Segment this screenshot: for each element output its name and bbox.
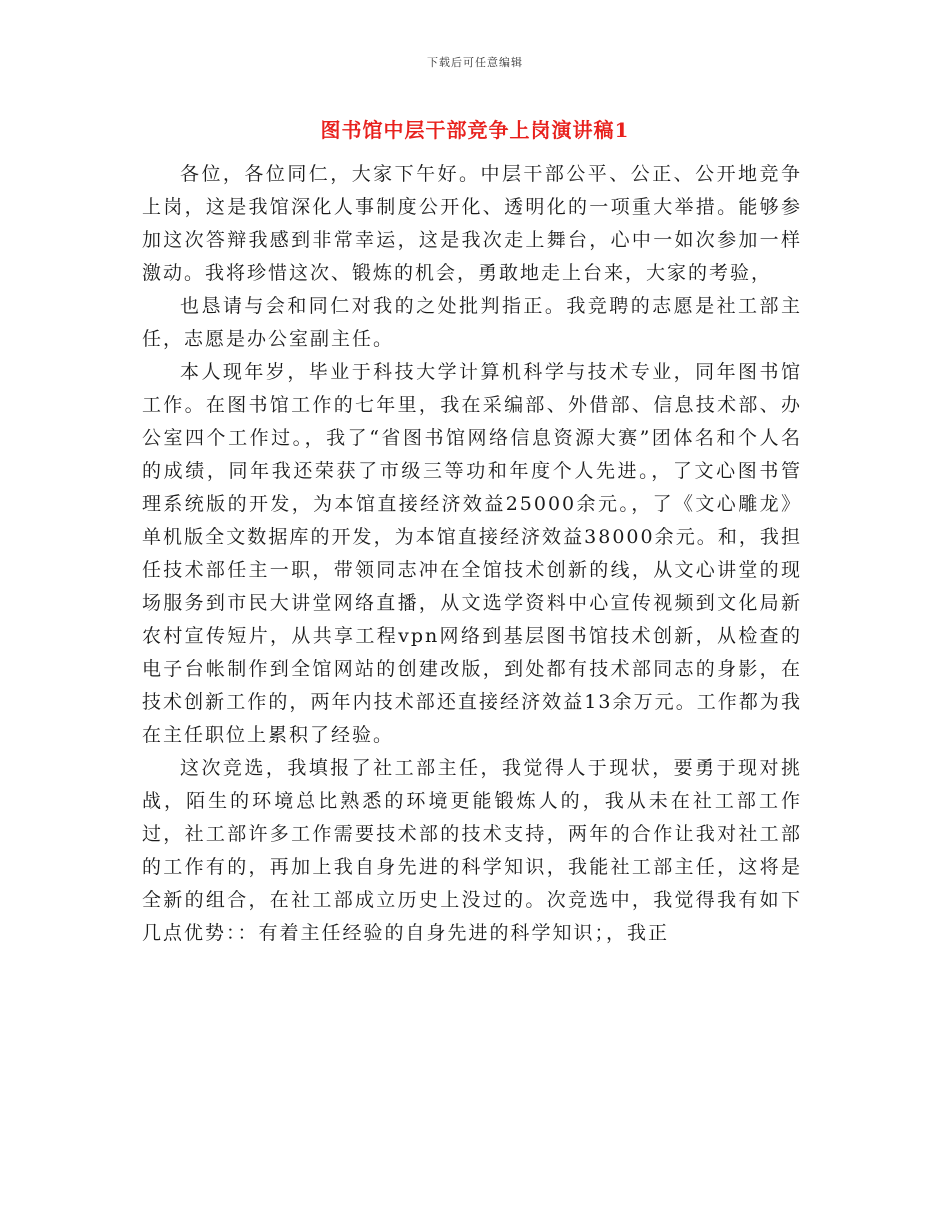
- page-header-note: 下载后可任意编辑: [427, 56, 523, 69]
- document-title: 图书馆中层干部竞争上岗演讲稿1: [320, 118, 630, 142]
- document-body: [142, 158, 802, 950]
- paragraph-1: 各位，各位同仁，大家下午好。中层干部公平、公正、公开地竞争上岗，这是我馆深化人事制度公开化、透明化的一项重大举措。能够参加这次答辩我感到非常幸运，这是我次走上舞台，心中一如次参加一样激动。我将珍惜这次、锻炼的机会，勇敢地走上台来，大家的考验，: [142, 163, 802, 284]
- paragraph-4: 这次竞选，我填报了社工部主任，我觉得人于现状，要勇于现对挑战，陌生的环境总比熟悉的环境更能锻炼人的，我从未在社工部工作过，社工部许多工作需要技术部的技术支持，两年的合作让我对社工部的工作有的，再加上我自身先进的科学知识，我能社工部主任，这将是全新的组合，在社工部成立历史上没过的。次竞选中，我觉得我有如下几点优势：：有着主任经验的自身先进的科学知识；，我正: [142, 757, 802, 944]
- paragraph-3: 本人现年岁，毕业于科技大学计算机科学与技术专业，同年图书馆工作。在图书馆工作的七年里，我在采编部、外借部、信息技术部、办公室四个工作过。，我了“省图书馆网络信息资源大赛”团体名和个人名的成绩，同年我还荣获了市级三等功和年度个人先进。，了文心图书管理系统版的开发，为本馆直接经济效益25000余元。，了《文心雕龙》单机版全文数据库的开发，为本馆直接经济效益38000余元。和，我担任技术部任主一职，带领同志冲在全馆技术创新的线，从文心讲堂的现场服务到市民大讲堂网络直播，从文选学资料中心宣传视频到文化局新农村宣传短片，从共享工程vpn网络到基层图书馆技术创新，从检查的电子台帐制作到全馆网站的创建改版，到处都有技术部同志的身影，在技术创新工作的，两年内技术部还直接经济效益13余万元。工作都为我在主任职位上累积了经验。: [142, 361, 802, 746]
- paragraph-2: 也恳请与会和同仁对我的之处批判指正。我竞聘的志愿是社工部主任，志愿是办公室副主任。: [142, 295, 802, 350]
